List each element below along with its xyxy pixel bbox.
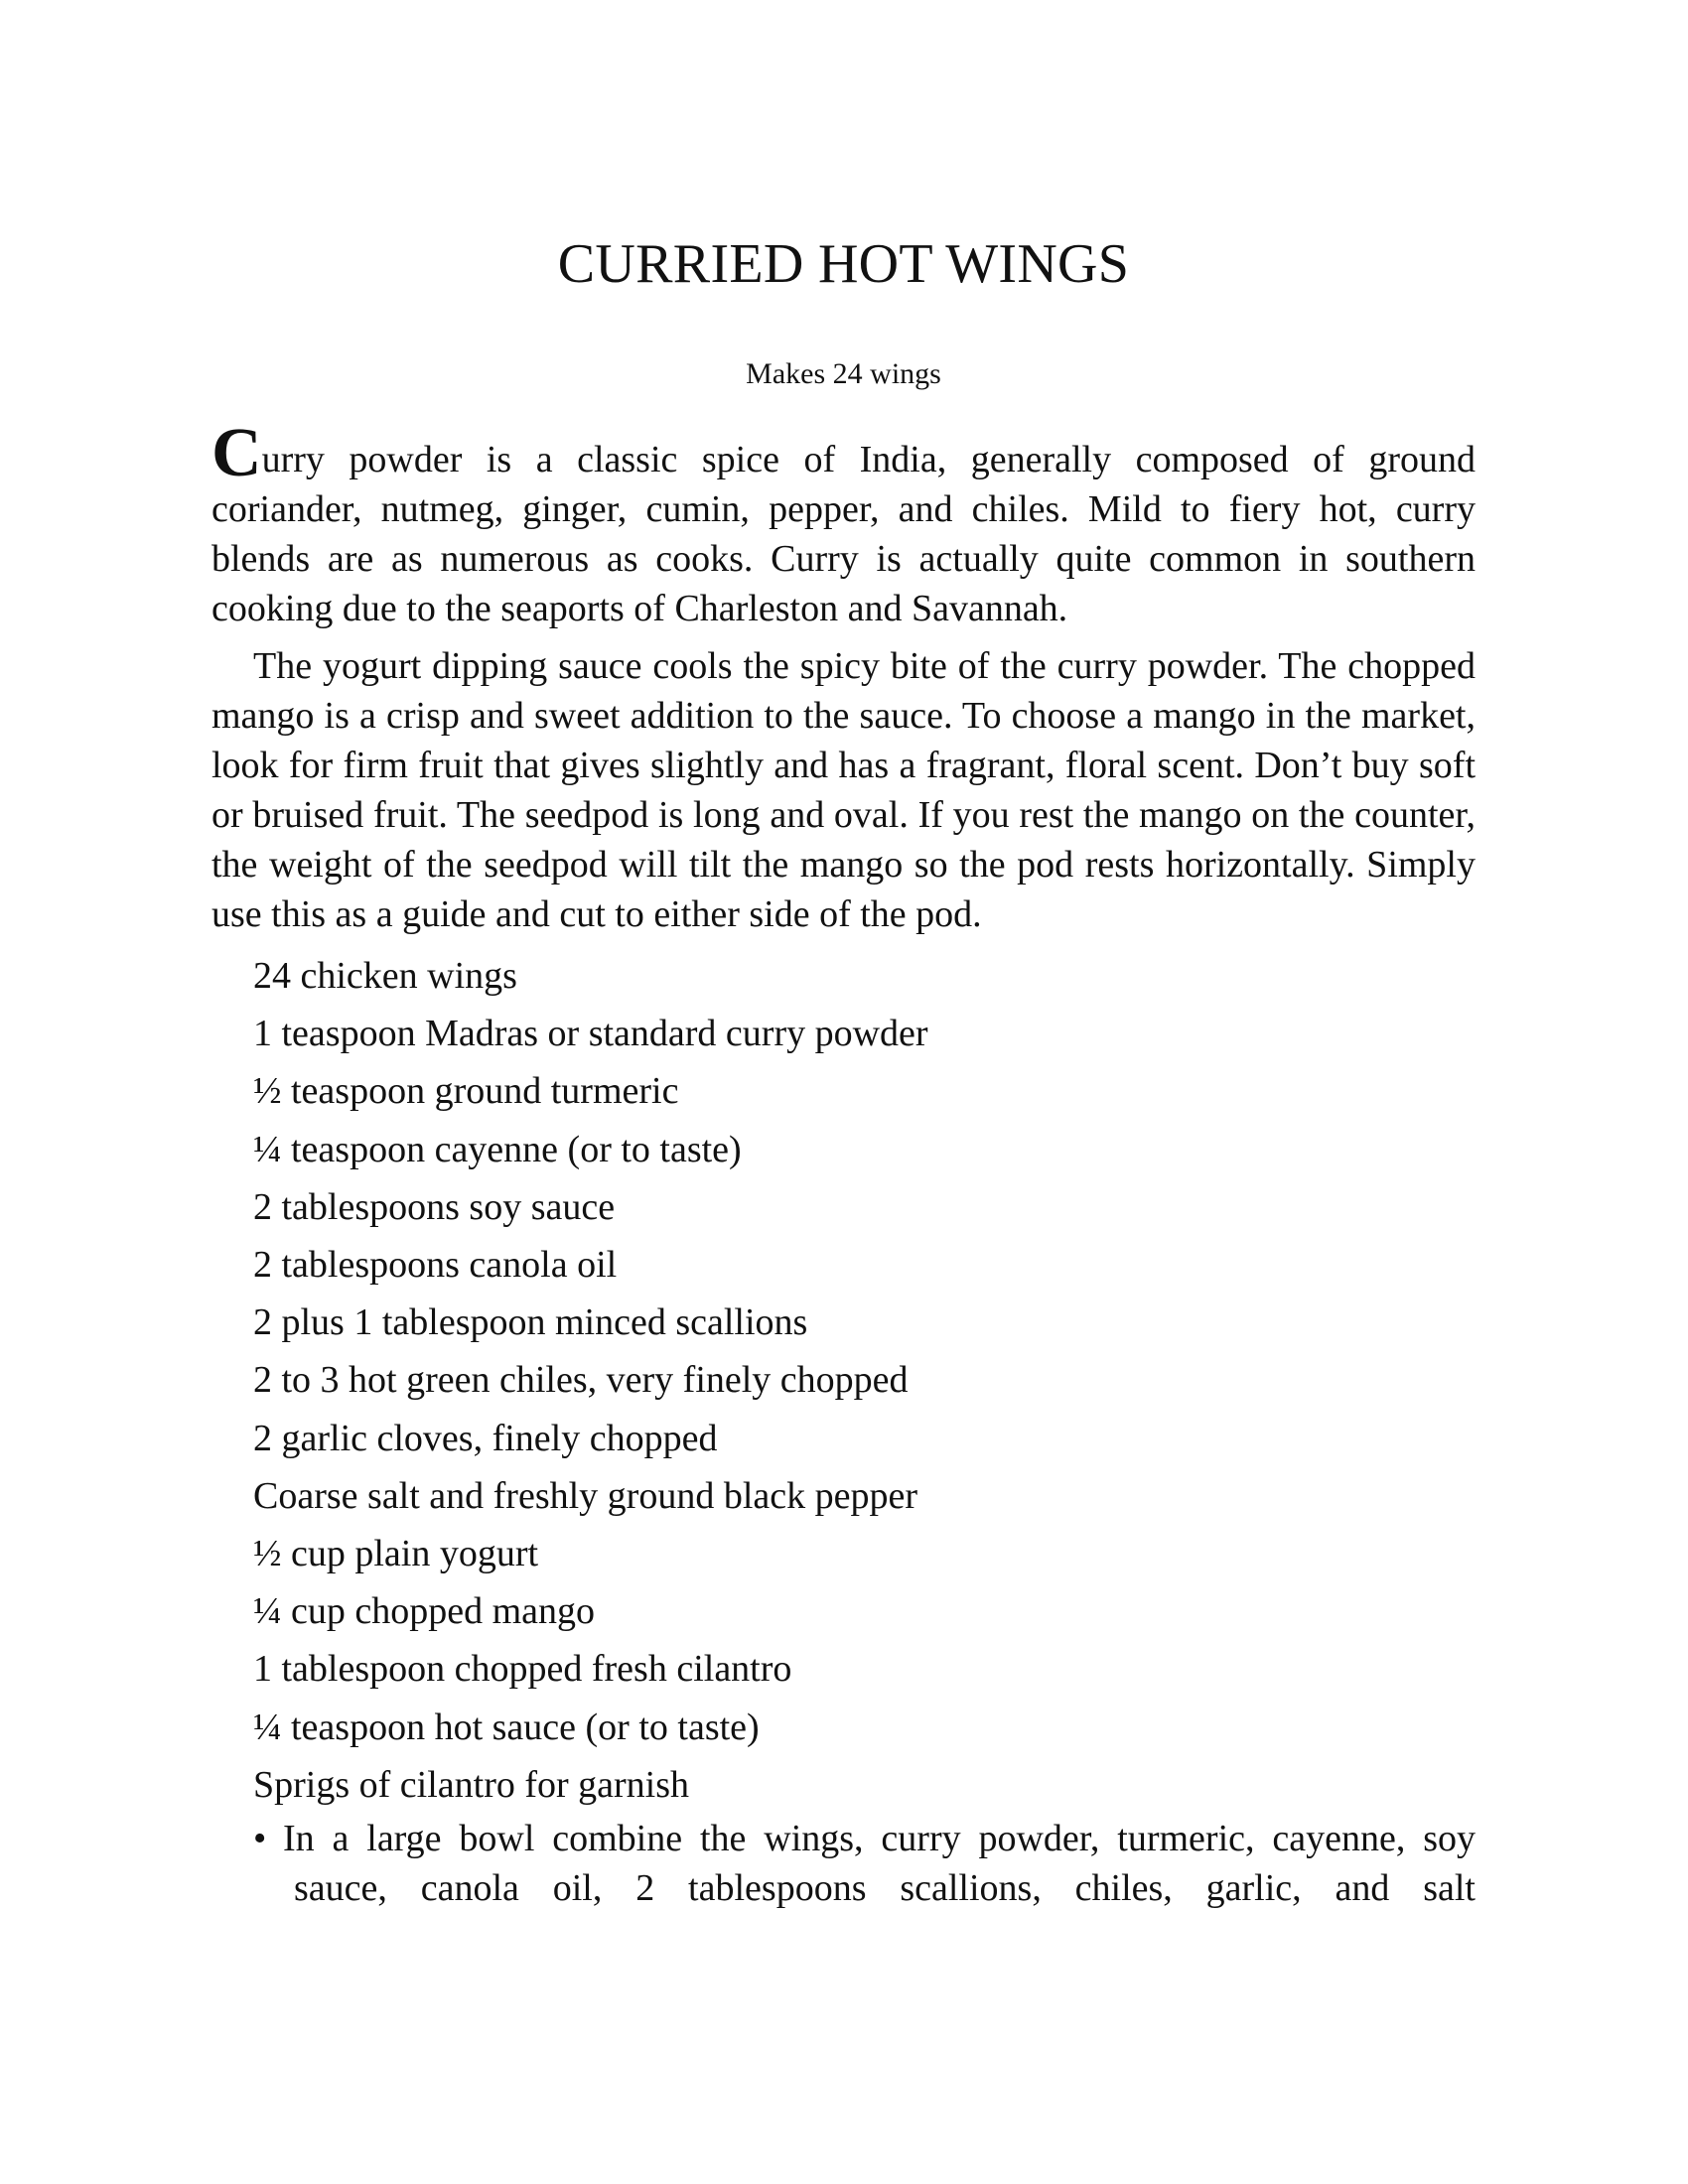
method-steps <box>211 1814 1476 1913</box>
ingredient-item: ¼ teaspoon cayenne (or to taste) <box>253 1128 742 1170</box>
ingredient-item: Coarse salt and freshly ground black pepper <box>253 1474 918 1517</box>
intro-first-line-text: urry powder is a classic spice of India, generally composed of ground <box>261 439 1476 480</box>
recipe-body <box>211 415 1476 1913</box>
ingredient-item: 2 tablespoons soy sauce <box>253 1185 616 1228</box>
ingredient-item: 2 garlic cloves, finely chopped <box>253 1417 718 1459</box>
recipe-title: CURRIED HOT WINGS <box>557 233 1130 295</box>
ingredient-item: ¼ cup chopped mango <box>253 1590 596 1633</box>
intro-first-line <box>211 415 1476 491</box>
ingredient-item: 1 tablespoon chopped fresh cilantro <box>253 1648 792 1691</box>
ingredient-list <box>211 947 1476 1814</box>
drop-cap: C <box>211 415 262 491</box>
ingredient-item: ½ cup plain yogurt <box>253 1533 539 1575</box>
ingredient-item: Sprigs of cilantro for garnish <box>253 1763 690 1806</box>
ingredient-item: 1 teaspoon Madras or standard curry powder <box>253 1013 928 1055</box>
ingredient-item: 2 tablespoons canola oil <box>253 1244 618 1287</box>
method-step-text: In a large bowl combine the wings, curry powder, turmeric, cayenne, soy sauce, canola oil, 2 tablespoons scallions, chiles, garlic, and salt <box>283 1818 1476 1910</box>
intro-paragraph <box>211 415 1476 633</box>
ingredient-item: 24 chicken wings <box>253 955 517 997</box>
ingredient-item: 2 to 3 hot green chiles, very finely chopped <box>253 1359 909 1402</box>
ingredient-item: ¼ teaspoon hot sauce (or to taste) <box>253 1706 760 1748</box>
intro-rest-text: coriander, nutmeg, ginger, cumin, pepper, and chiles. Mild to fiery hot, curry blends are as numerous as cooks. Curry is actually quite common in southern cooking due to the seaports of Charleston and Savannah. <box>211 488 1476 629</box>
ingredient-item: 2 plus 1 tablespoon minced scallions <box>253 1301 808 1344</box>
ingredient-item: ½ teaspoon ground turmeric <box>253 1070 679 1113</box>
mango-paragraph: The yogurt dipping sauce cools the spicy bite of the curry powder. The chopped mango is a crisp and sweet addition to the sauce. To choose a mango in the market, look for firm fruit that gives slightly and has a fragrant, floral scent. Don’t buy soft or bruised fruit. The seedpod is long and oval. If you rest the mango on the counter, the weight of the seedpod will tilt the mango so the pod rests horizontally. Simply use this as a guide and cut to either side of the pod. <box>211 645 1476 935</box>
bullet-icon: • <box>253 1818 267 1860</box>
recipe-yield: Makes 24 wings <box>746 357 941 390</box>
method-step <box>211 1814 1476 1913</box>
